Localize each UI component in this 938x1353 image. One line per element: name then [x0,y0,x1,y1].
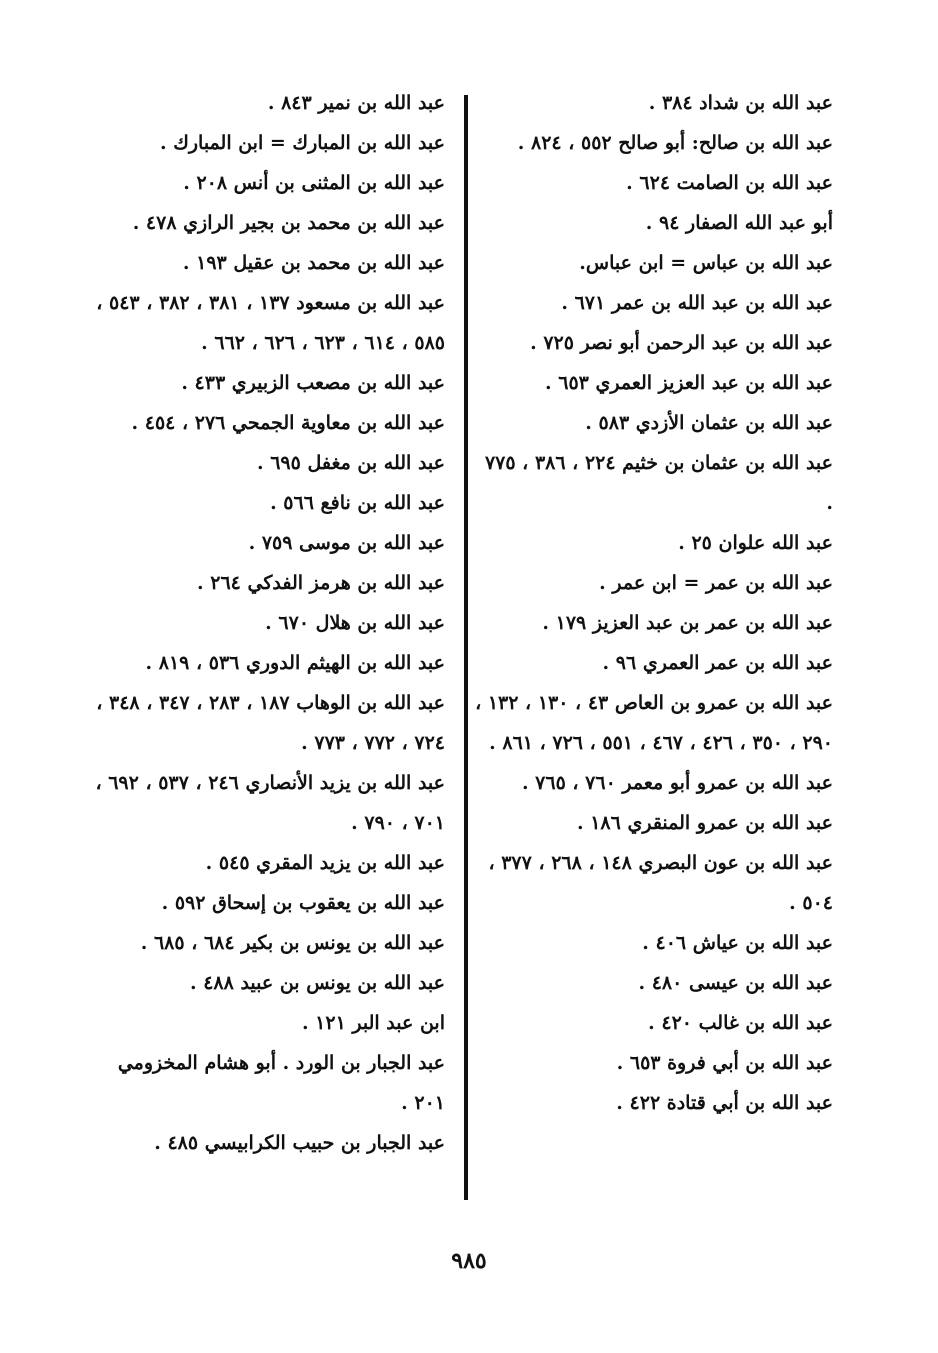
index-entry: عبد الله بن عمر بن عبد العزيز ١٧٩ . [542,612,833,634]
index-entry: عبد الجبار بن الورد . أبو هشام المخزومي ٢٠١ . [117,1052,445,1114]
right-column [473,83,833,1123]
index-entry: عبد الله بن مصعب الزبيري ٤٣٣ . [181,372,445,394]
index-entry: عبد الله بن هلال ٦٧٠ . [265,612,445,634]
index-entry: عبد الله بن عيسى ٤٨٠ . [638,972,833,994]
index-entry: عبد الله بن نمير ٨٤٣ . [267,92,445,114]
index-entry: عبد الله بن المثنى بن أنس ٢٠٨ . [183,172,445,194]
index-entry: عبد الله بن عبد الرحمن أبو نصر ٧٢٥ . [530,332,833,354]
page-number: ٩٨٥ [451,1248,487,1274]
index-entry: عبد الله بن يزيد الأنصاري ٢٤٦ ، ٥٣٧ ، ٦٩٢ ، ٧٠١ ، ٧٩٠ . [95,772,445,834]
index-entry: عبد الله بن يزيد المقري ٥٤٥ . [205,852,445,874]
index-entry: عبد الله بن شداد ٣٨٤ . [648,92,833,114]
index-entry: عبد الله بن مغفل ٦٩٥ . [256,452,445,474]
index-entry: عبد الله بن عون البصري ١٤٨ ، ٢٦٨ ، ٣٧٧ ، ٥٠٤ . [488,852,833,914]
index-entry: عبد الله علوان ٢٥ . [678,532,833,554]
index-entry: عبد الله بن يونس بن بكير ٦٨٤ ، ٦٨٥ . [140,932,445,954]
index-entry: عبد الله بن المبارك = ابن المبارك . [159,132,445,154]
index-entry: عبد الله بن محمد بن بجير الرازي ٤٧٨ . [132,212,445,234]
index-entry: عبد الله بن عمرو بن العاص ٤٣ ، ١٣٠ ، ١٣٢ ، ٢٩٠ ، ٣٥٠ ، ٤٢٦ ، ٤٦٧ ، ٥٥١ ، ٧٢٦ ، ٨٦١ . [475,692,833,754]
index-entry: عبد الله بن غالب ٤٢٠ . [648,1012,833,1034]
index-entry: أبو عبد الله الصفار ٩٤ . [645,212,833,234]
index-entry: ابن عبد البر ١٢١ . [301,1012,445,1034]
index-entry: عبد الله بن نافع ٥٦٦ . [270,492,445,514]
index-entry: عبد الله بن يعقوب بن إسحاق ٥٩٢ . [161,892,445,914]
index-entry: عبد الله بن موسى ٧٥٩ . [248,532,445,554]
index-entry: عبد الله بن عباس = ابن عباس. [579,252,833,274]
index-entry: عبد الله بن صالح: أبو صالح ٥٥٢ ، ٨٢٤ . [517,132,833,154]
index-entry: عبد الله بن محمد بن عقيل ١٩٣ . [182,252,445,274]
index-entry: عبد الله بن عياش ٤٠٦ . [642,932,833,954]
index-entry: عبد الله بن الصامت ٦٢٤ . [626,172,833,194]
index-entry: عبد الله بن عثمان بن خثيم ٢٢٤ ، ٣٨٦ ، ٧٧٥ . [484,452,833,514]
index-entry: عبد الله بن هرمز الفدكي ٢٦٤ . [197,572,445,594]
index-entry: عبد الله بن عبد العزيز العمري ٦٥٣ . [545,372,833,394]
index-entry: عبد الله بن الوهاب ١٨٧ ، ٢٨٣ ، ٣٤٧ ، ٣٤٨ ، ٧٢٤ ، ٧٧٢ ، ٧٧٣ . [96,692,445,754]
index-entry: عبد الله بن أبي فروة ٦٥٣ . [616,1052,833,1074]
index-entry: عبد الله بن عمرو أبو معمر ٧٦٠ ، ٧٦٥ . [521,772,833,794]
column-divider [464,95,468,1200]
index-entry: عبد الله بن عثمان الأزدي ٥٨٣ . [585,412,833,434]
index-entry: عبد الله بن الهيثم الدوري ٥٣٦ ، ٨١٩ . [145,652,445,674]
left-column [85,83,445,1163]
index-entry: عبد الله بن عمرو المنقري ١٨٦ . [576,812,833,834]
index-entry: عبد الله بن عمر العمري ٩٦ . [602,652,833,674]
index-entry: عبد الله بن أبي قتادة ٤٢٢ . [616,1092,833,1114]
index-entry: عبد الله بن مسعود ١٣٧ ، ٣٨١ ، ٣٨٢ ، ٥٤٣ ، ٥٨٥ ، ٦١٤ ، ٦٢٣ ، ٦٢٦ ، ٦٦٢ . [96,292,445,354]
index-entry: عبد الله بن معاوية الجمحي ٢٧٦ ، ٤٥٤ . [131,412,445,434]
index-entry: عبد الجبار بن حبيب الكرابيسي ٤٨٥ . [154,1132,445,1154]
index-entry: عبد الله بن عمر = ابن عمر . [599,572,833,594]
index-entry: عبد الله بن يونس بن عبيد ٤٨٨ . [189,972,445,994]
index-entry: عبد الله بن عبد الله بن عمر ٦٧١ . [561,292,833,314]
